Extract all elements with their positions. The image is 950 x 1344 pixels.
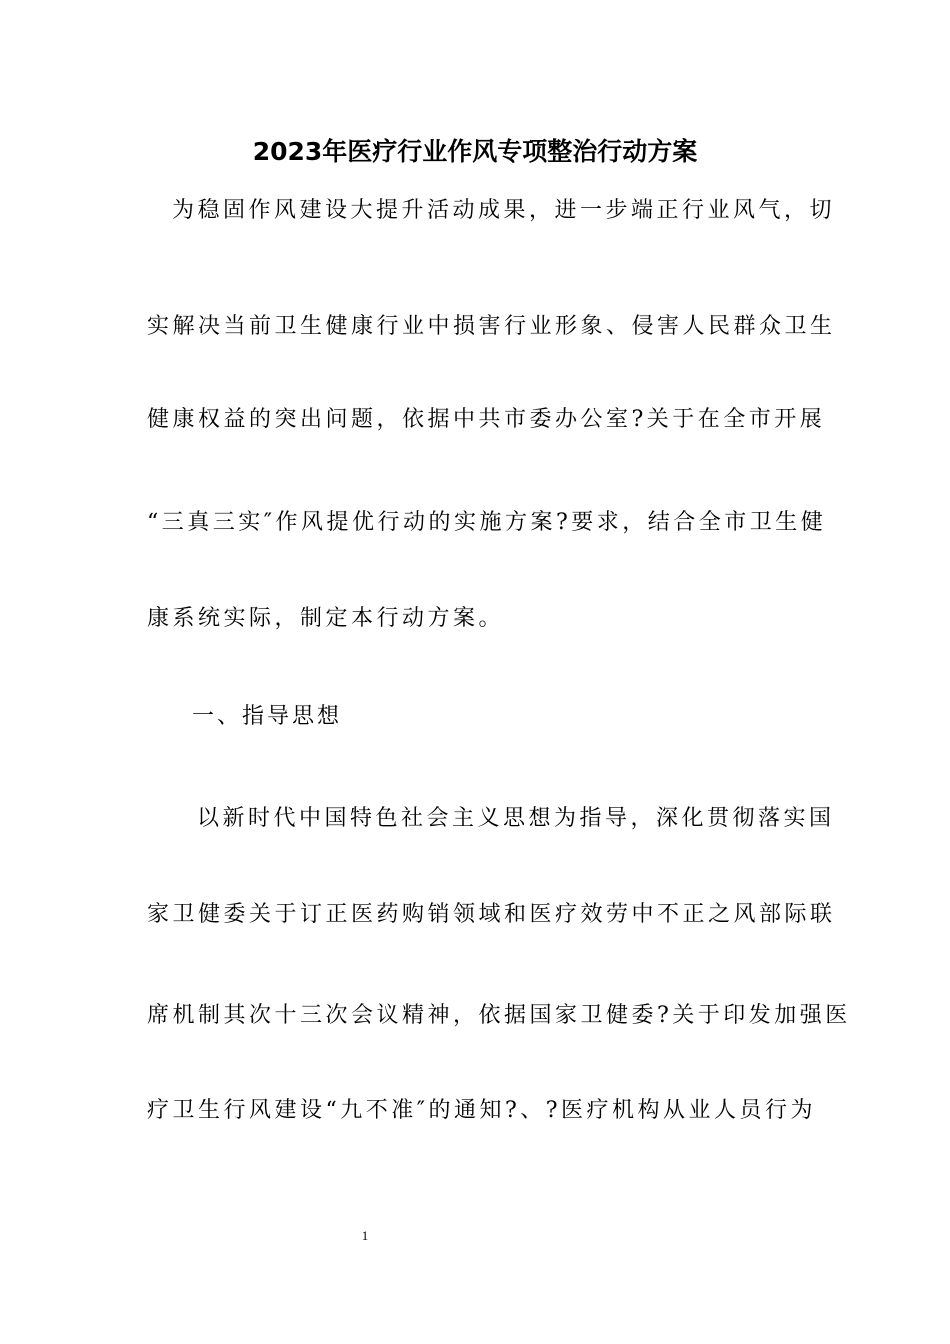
document-title: 2023年医疗行业作风专项整治行动方案 [252,137,698,166]
page-number: 1 [361,1228,369,1243]
intro-line-2: 实解决当前卫生健康行业中损害行业形象、侵害人民群众卫生 [147,314,836,339]
section-heading: 一、指导思想 [192,704,343,729]
intro-line-5: 康系统实际，制定本行动方案。 [147,606,505,631]
section-line-4: 疗卫生行风建设“九不准″的通知?、?医疗机构从业人员行为 [147,1098,817,1123]
intro-line-4: “三真三实″作风提优行动的实施方案?要求，结合全市卫生健 [147,510,827,535]
section-line-3: 席机制其次十三次会议精神，依据国家卫健委?关于印发加强医 [147,1003,851,1028]
intro-line-1: 为稳固作风建设大提升活动成果，进一步端正行业风气，切 [172,198,836,223]
section-line-2: 家卫健委关于订正医药购销领域和医疗效劳中不正之风部际联 [147,902,836,927]
section-line-1: 以新时代中国特色社会主义思想为指导，深化贯彻落实国 [197,806,835,831]
intro-line-3: 健康权益的突出问题，依据中共市委办公室?关于在全市开展 [147,407,826,432]
